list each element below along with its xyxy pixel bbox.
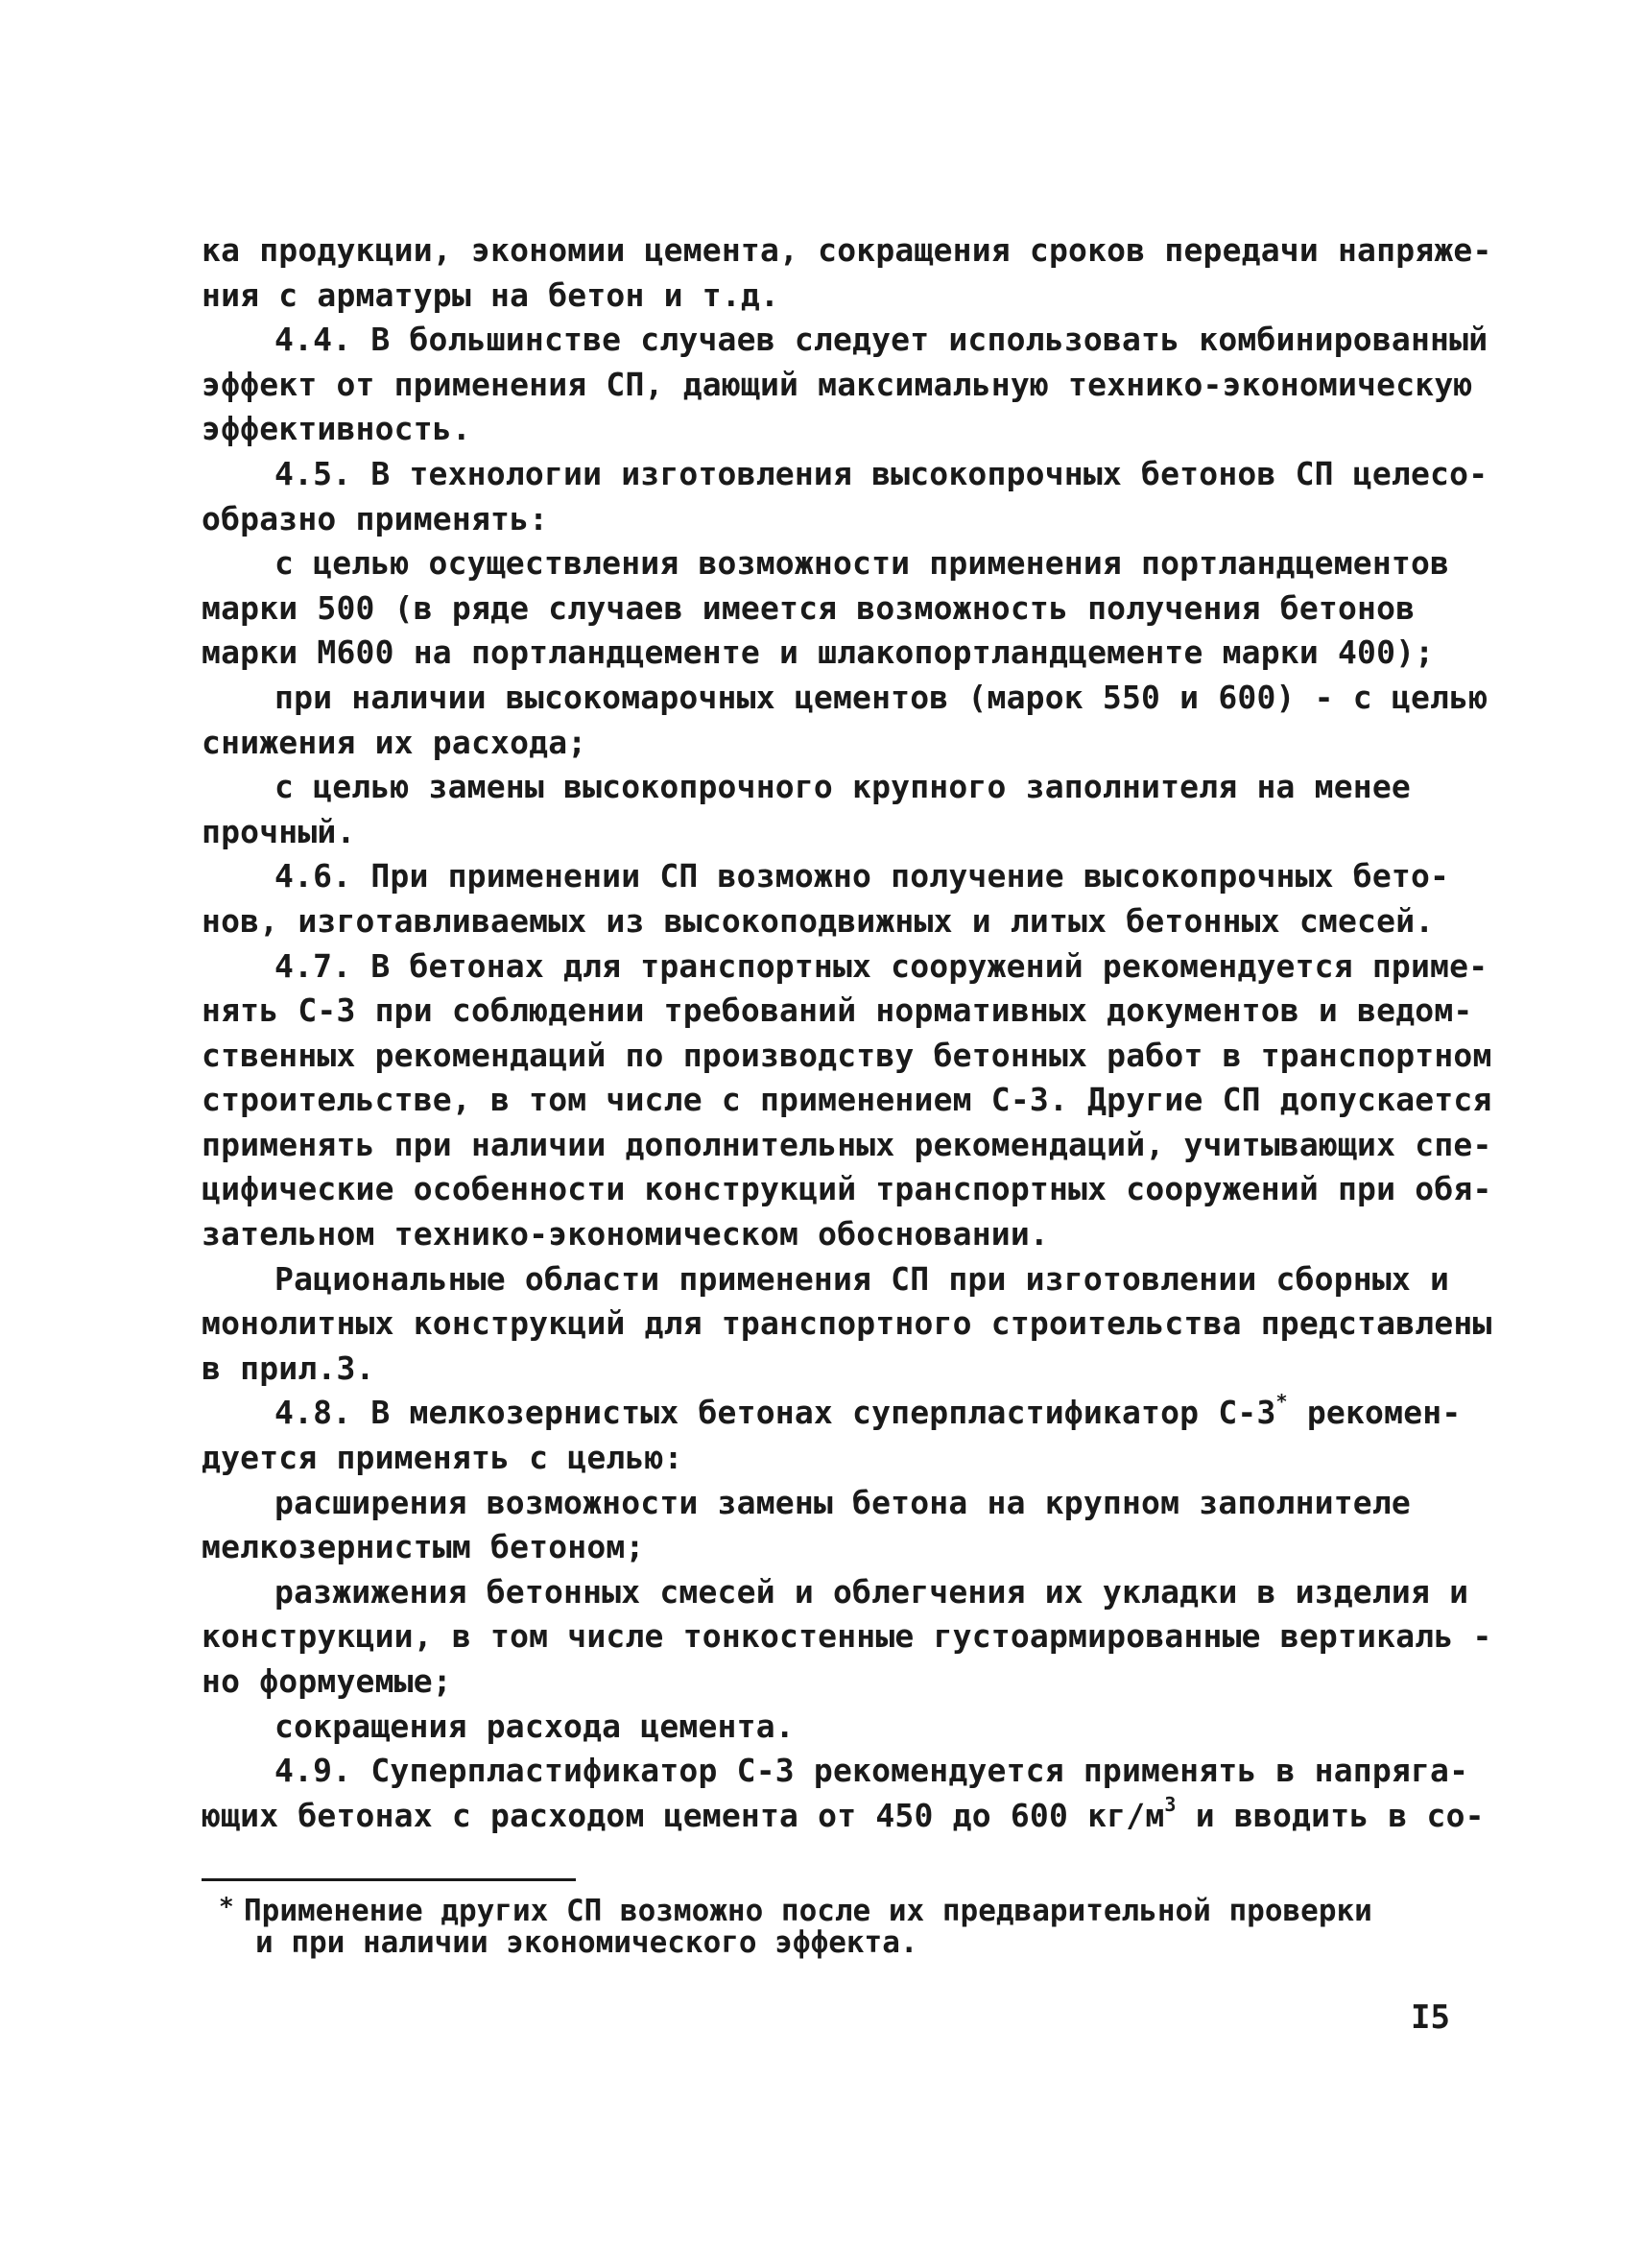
text-line: с целью замены высокопрочного крупного заполнителя на менее (274, 768, 1411, 806)
paragraph-4-6: 4.6. При применении СП возможно получение высокопрочных бето- (274, 857, 1450, 895)
text-line: нять С-3 при соблюдении требований нормативных документов и ведом- (202, 991, 1473, 1030)
text-line: при наличии высокомарочных цементов (марок 550 и 600) - с целью (274, 678, 1488, 716)
text-line: Рациональные области применения СП при изготовлении сборных и (274, 1259, 1450, 1298)
footnote-line (219, 1893, 1466, 1928)
paragraph-4-7: 4.7. В бетонах для транспортных сооружений рекомендуется приме- (274, 946, 1488, 985)
text-line: ственных рекомендаций по производству бетонных работ в транспортном (202, 1036, 1492, 1074)
page-number: I5 (1411, 1998, 1450, 2037)
text-span: и вводить в со- (1195, 1796, 1485, 1834)
text-line: в прил.3. (202, 1349, 375, 1387)
paragraph-4-4: 4.4. В большинстве случаев следует использовать комбинированный (274, 321, 1488, 359)
text-line: снижения их расхода; (202, 723, 587, 761)
text-line: марки 500 (в ряде случаев имеется возможность получения бетонов (202, 588, 1416, 627)
text-span: рекомен- (1306, 1394, 1462, 1432)
paragraph-4-8 (202, 1390, 1462, 1436)
text-line: эффективность. (202, 410, 471, 448)
text-line: сокращения расхода цемента. (274, 1707, 795, 1745)
text-line: нов, изготавливаемых из высокоподвижных и литых бетонных смесей. (202, 901, 1435, 940)
text-line: расширения возможности замены бетона на крупном заполнителе (274, 1483, 1411, 1521)
text-line: с целью осуществления возможности применения портландцементов (274, 544, 1450, 583)
text-line: марки М600 на портландцементе и шлакопортландцементе марки 400); (202, 633, 1435, 672)
paragraph-4-9: 4.9. Суперпластификатор С-3 рекомендуется применять в напряга- (274, 1752, 1469, 1790)
footnote-mark: * (219, 1893, 234, 1922)
text-line: применять при наличии дополнительных рекомендаций, учитывающих спе- (202, 1125, 1492, 1163)
text-span: 4.8. В мелкозернистых бетонах суперпластификатор С-3 (274, 1394, 1276, 1432)
footnote-divider (202, 1878, 576, 1881)
text-line: монолитных конструкций для транспортного строительства представлены (202, 1304, 1492, 1343)
text-line: зательном технико-экономическом обосновании. (202, 1215, 1049, 1253)
body-text (202, 228, 1492, 1838)
text-line: прочный. (202, 812, 356, 850)
text-line: строительстве, в том числе с применением С-3. Другие СП допускается (202, 1081, 1492, 1119)
text-span: ющих бетонах с расходом цемента от 450 до 600 кг/м (202, 1796, 1165, 1834)
text-line: образно применять: (202, 499, 549, 537)
footnote-line: и при наличии экономического эффекта. (255, 1925, 918, 1960)
footnote (219, 1893, 1466, 1960)
text-line: эффект от применения СП, дающий максимальную технико-экономическую (202, 365, 1473, 403)
superscript: 3 (1164, 1792, 1177, 1816)
text-line: разжижения бетонных смесей и облегчения их укладки в изделия и (274, 1572, 1469, 1611)
text-line: ка продукции, экономии цемента, сокращения сроков передачи напряже- (202, 231, 1492, 269)
text-line (202, 1792, 1485, 1839)
text-line: мелкозернистым бетоном; (202, 1528, 645, 1566)
text-line: конструкции, в том числе тонкостенные густоармированные вертикаль - (202, 1617, 1492, 1656)
text-line: дуется применять с целью: (202, 1439, 683, 1477)
footnote-ref-mark: * (1275, 1390, 1288, 1414)
text-line: но формуемые; (202, 1662, 452, 1700)
footnote-text: Применение других СП возможно после их предварительной проверки (244, 1894, 1372, 1928)
text-line: цифические особенности конструкций транспортных сооружений при обя- (202, 1170, 1492, 1208)
text-line: ния с арматуры на бетон и т.д. (202, 275, 780, 314)
paragraph-4-5: 4.5. В технологии изготовления высокопрочных бетонов СП целесо- (274, 454, 1488, 492)
